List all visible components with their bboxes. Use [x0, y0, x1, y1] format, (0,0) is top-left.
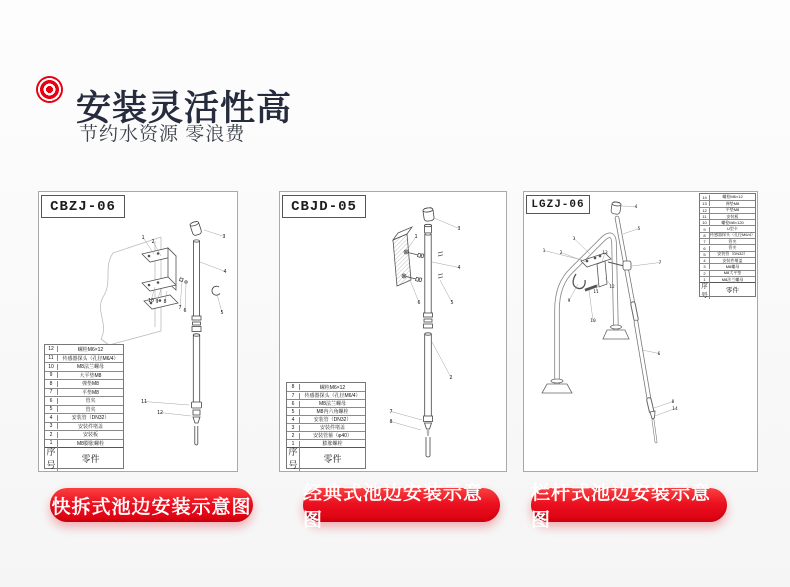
- part-number: 4: [45, 415, 58, 421]
- part-name: 安装件堵盖: [319, 425, 345, 431]
- callout-label-2: 2: [559, 251, 563, 256]
- table-row: [700, 251, 755, 257]
- callout-label-9: 9: [567, 299, 571, 304]
- leader-line: [160, 413, 191, 417]
- part-name: 平垫M8: [82, 389, 99, 396]
- part-name: M8法兰螺母: [721, 276, 744, 282]
- part-name: 弹垫M8: [82, 381, 99, 388]
- part-number: 1: [45, 440, 58, 446]
- part-number: 5: [45, 406, 58, 412]
- panel-code: CBZJ-06: [41, 195, 125, 218]
- callout-label-13: 13: [602, 251, 608, 256]
- part-name: M8螺母: [725, 263, 740, 269]
- panel-code: LGZJ-06: [526, 195, 590, 214]
- diagram-panel-cbjd05: [279, 191, 507, 472]
- table-row: [287, 399, 365, 407]
- table-row: [45, 388, 123, 397]
- part-number: 5: [700, 252, 710, 257]
- part-name: M8法兰螺母: [319, 401, 346, 407]
- leader-line: [432, 342, 451, 378]
- callout-label-1: 1: [542, 249, 546, 254]
- part-name: 安装管箍（φ40）: [313, 433, 352, 439]
- callout-label-4: 4: [634, 205, 638, 210]
- diagram-panel-cbzj06: [38, 191, 238, 472]
- leader-line: [391, 412, 422, 421]
- parts-table-rows: [45, 345, 123, 447]
- callout-label-8: 8: [163, 299, 167, 305]
- callout-label-4: 4: [223, 269, 227, 275]
- page-subtitle: 节约水资源 零浪费: [79, 124, 246, 145]
- part-number: 8: [700, 233, 710, 238]
- table-row: [700, 270, 755, 276]
- part-number: 6: [287, 401, 300, 407]
- callout-label-14: 14: [672, 407, 678, 412]
- panel-code: CBJD-05: [282, 195, 366, 218]
- part-number: 11: [45, 355, 58, 361]
- part-number: 12: [45, 346, 58, 352]
- leader-line: [544, 251, 582, 261]
- part-number: 13: [700, 201, 710, 206]
- table-row: [700, 213, 755, 219]
- part-number: 10: [45, 364, 58, 370]
- callout-label-8: 8: [671, 400, 675, 405]
- table-row: [700, 194, 755, 200]
- parts-table: [44, 344, 124, 469]
- part-name: 安装件堵盖: [722, 257, 743, 263]
- callout-label-5: 5: [637, 227, 641, 232]
- column-header-index: 序号: [287, 445, 300, 471]
- part-name: 螺栓M8×120: [721, 219, 744, 225]
- table-footer: [700, 282, 755, 299]
- part-number: 6: [45, 398, 58, 404]
- part-number: 7: [45, 389, 58, 395]
- callout-label-1: 1: [141, 235, 145, 241]
- table-row: [700, 238, 755, 244]
- caption-button-classic[interactable]: 经典式池边安装示意图: [303, 488, 500, 522]
- part-number: 8: [287, 384, 300, 390]
- table-row: [287, 415, 365, 423]
- part-number: 2: [287, 433, 300, 439]
- callout-label-7: 7: [389, 409, 393, 415]
- leader-line: [185, 284, 186, 311]
- callout-label-6: 6: [183, 308, 187, 314]
- part-name: 传感器探头（孔径M6/4）: [62, 355, 119, 362]
- leader-line: [574, 239, 590, 255]
- callout-label-7: 7: [178, 305, 182, 311]
- table-row: [700, 219, 755, 225]
- part-number: 1: [700, 277, 710, 282]
- part-name: 大平垫M8: [79, 372, 102, 379]
- table-row: [700, 232, 755, 238]
- leader-line: [434, 218, 459, 229]
- table-row: [45, 422, 123, 431]
- callout-label-10: 10: [590, 319, 596, 324]
- callout-label-4: 4: [457, 265, 461, 271]
- part-number: 10: [700, 220, 710, 225]
- table-row: [45, 379, 123, 388]
- table-row: [287, 407, 365, 415]
- leader-line: [432, 262, 459, 268]
- part-number: 14: [700, 195, 710, 200]
- table-row: [45, 405, 123, 414]
- leader-line: [144, 402, 189, 406]
- leader-line: [204, 230, 224, 237]
- part-number: 1: [287, 441, 300, 447]
- parts-table: [699, 193, 756, 297]
- pole-drawing: [189, 221, 202, 445]
- callout-label-1: 1: [414, 234, 418, 240]
- column-header-index: 序号: [45, 445, 58, 471]
- part-name: 安装管（DN32）: [717, 251, 748, 257]
- callout-label-2: 2: [151, 239, 155, 245]
- part-number: 4: [700, 258, 710, 263]
- part-name: M8内六角螺栓: [316, 409, 349, 415]
- callout-label-5: 5: [220, 310, 224, 316]
- diagram-panel-lgzj06: [523, 191, 758, 472]
- leader-line: [180, 282, 182, 308]
- leader-line: [642, 350, 659, 354]
- parts-table-rows: [700, 194, 755, 282]
- part-name: M8膨胀螺栓: [77, 440, 104, 447]
- table-row: [700, 244, 755, 250]
- part-number: 9: [45, 372, 58, 378]
- part-name: 管夹: [728, 238, 737, 244]
- part-number: 4: [287, 417, 300, 423]
- parts-table-rows: [287, 383, 365, 447]
- callout-label-7: 7: [658, 261, 662, 266]
- table-footer: [287, 447, 365, 468]
- part-number: 7: [287, 393, 300, 399]
- part-number: 3: [700, 264, 710, 269]
- part-number: 2: [700, 271, 710, 276]
- table-row: [45, 396, 123, 405]
- part-name: 弹垫M8: [725, 200, 740, 206]
- table-row: [287, 431, 365, 439]
- part-number: 5: [287, 409, 300, 415]
- callout-label-9: 9: [155, 299, 159, 305]
- caption-button-handrail[interactable]: 栏杆式池边安装示意图: [531, 488, 727, 522]
- part-number: 12: [700, 208, 710, 213]
- leader-line: [200, 262, 225, 272]
- part-number: 11: [700, 214, 710, 219]
- table-row: [700, 257, 755, 263]
- table-row: [700, 200, 755, 206]
- part-name: 安装管（DN32）: [71, 415, 110, 422]
- callout-label-6: 6: [657, 352, 661, 357]
- part-name: 螺栓M6×12: [722, 194, 743, 200]
- part-name: 管夹: [728, 245, 737, 251]
- part-number: 9: [700, 227, 710, 232]
- leader-line: [632, 263, 660, 267]
- part-name: 管夹: [85, 406, 96, 413]
- table-row: [700, 225, 755, 231]
- callout-label-11: 11: [140, 399, 148, 405]
- leader-line: [623, 229, 639, 235]
- caption-button-quick-release[interactable]: 快拆式池边安装示意图: [50, 488, 253, 522]
- parts-table: [286, 382, 366, 469]
- column-header-part: 零件: [81, 453, 100, 464]
- table-row: [287, 383, 365, 391]
- column-header-index: 序号: [700, 281, 710, 299]
- part-name: 安装板: [726, 213, 739, 219]
- table-row: [45, 345, 123, 354]
- part-name: 平垫M8: [725, 207, 740, 213]
- part-name: 管夹: [85, 398, 96, 405]
- callout-label-12: 12: [156, 410, 164, 416]
- pole-cap-drawing: [611, 201, 622, 214]
- column-header-part: 零件: [726, 287, 739, 295]
- part-name: U型卡: [727, 226, 738, 232]
- table-row: [700, 263, 755, 269]
- part-number: 3: [45, 423, 58, 429]
- part-number: 6: [700, 246, 710, 251]
- callout-label-3: 3: [572, 237, 576, 242]
- callout-label-10: 10: [147, 298, 155, 304]
- table-row: [45, 362, 123, 371]
- callout-label-3: 3: [457, 226, 461, 232]
- callout-label-5: 5: [450, 300, 454, 306]
- pole-drawing: [423, 207, 435, 457]
- part-name: 膨胀螺栓: [322, 441, 343, 447]
- callout-label-12: 12: [609, 285, 615, 290]
- table-row: [700, 207, 755, 213]
- table-row: [45, 430, 123, 439]
- bullseye-icon: [36, 76, 63, 103]
- part-name: M8法兰螺母: [77, 364, 104, 371]
- page-title: 安装灵活性高: [76, 89, 293, 129]
- part-name: 传感器探头（孔径M6/4）: [304, 393, 361, 399]
- table-footer: [45, 447, 123, 468]
- callout-label-11: 11: [593, 290, 599, 295]
- table-row: [45, 354, 123, 363]
- column-header-part: 零件: [323, 453, 342, 464]
- pipe-clip-drawing: [212, 286, 220, 295]
- callout-label-3: 3: [222, 234, 226, 240]
- table-row: [45, 371, 123, 380]
- callout-label-6: 6: [417, 300, 421, 306]
- leader-line: [654, 402, 673, 409]
- part-name: 螺栓M6×12: [319, 384, 346, 391]
- part-name: M8大平垫: [723, 270, 742, 276]
- part-name: 安装板: [82, 432, 98, 439]
- callout-label-8: 8: [389, 419, 393, 425]
- part-number: 3: [287, 425, 300, 431]
- part-number: 7: [700, 239, 710, 244]
- part-number: 2: [45, 432, 58, 438]
- table-row: [287, 391, 365, 399]
- part-name: 安装件堵盖: [77, 423, 103, 430]
- part-name: 安装管（DN32）: [313, 417, 352, 423]
- table-row: [45, 413, 123, 422]
- leader-line: [391, 422, 421, 431]
- part-name: 传感器探头（孔径M6/4）: [710, 232, 755, 238]
- table-row: [287, 423, 365, 431]
- part-name: 螺栓M6×12: [77, 346, 104, 353]
- callout-label-2: 2: [449, 375, 453, 381]
- part-number: 8: [45, 381, 58, 387]
